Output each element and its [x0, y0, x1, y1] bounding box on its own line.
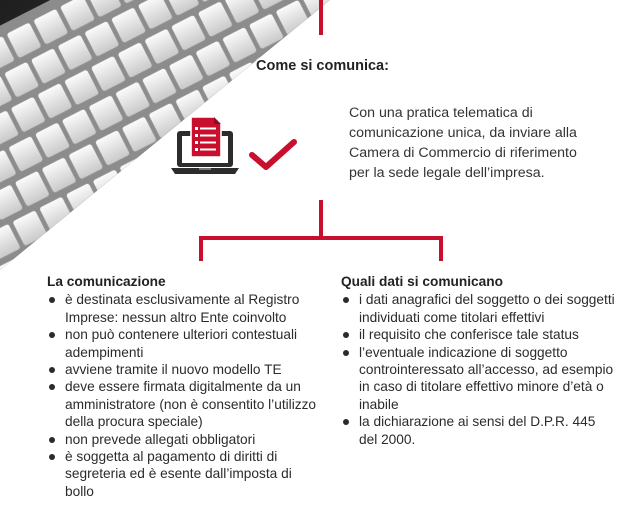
- list-item: [47, 326, 322, 361]
- list-item: [47, 378, 322, 430]
- checkmark-icon: [248, 137, 298, 173]
- right-branch-line: [439, 236, 443, 261]
- list-item-text: la dichiarazione ai sensi del D.P.R. 445 del 2000.: [359, 414, 596, 447]
- list-item-text: avviene tramite il nuovo modello TE: [65, 362, 282, 378]
- list-item: [341, 291, 616, 326]
- list-item-text: non può contenere ulteriori contestuali adempimenti: [65, 327, 298, 360]
- list-item-text: l’eventuale indicazione di soggetto controinteressato all’accesso, ad esempio in caso di titolare effettivo minore d’età o inabile: [359, 344, 614, 412]
- list-item: [341, 413, 616, 448]
- list-item-text: il requisito che conferisce tale status: [359, 327, 579, 343]
- laptop-document-icon: [170, 113, 240, 177]
- list-item: [47, 291, 322, 326]
- bullet-icon: [49, 297, 55, 303]
- list-item-text: i dati anagrafici del soggetto o dei soggetti individuati come titolari effettivi: [359, 292, 615, 325]
- bullet-icon: [49, 437, 55, 443]
- bullet-icon: [343, 419, 349, 425]
- center-connector-line: [319, 200, 323, 238]
- list-item: [47, 361, 322, 378]
- bullet-icon: [49, 332, 55, 338]
- keyboard-photo: [0, 0, 330, 270]
- list-item: [47, 448, 322, 500]
- bullet-icon: [49, 454, 55, 460]
- list-item: [47, 431, 322, 448]
- list-item-text: non prevede allegati obbligatori: [65, 431, 256, 447]
- left-column-title: La comunicazione: [47, 274, 166, 289]
- list-item-text: è soggetta al pagamento di diritti di segreteria ed è esente dall’imposta di bollo: [65, 449, 292, 499]
- bullet-icon: [49, 384, 55, 390]
- bullet-icon: [343, 332, 349, 338]
- bullet-icon: [49, 367, 55, 373]
- left-branch-line: [199, 236, 203, 261]
- list-item-text: deve essere firmata digitalmente da un amministratore (non è consentito l’utilizzo della procura speciale): [65, 379, 317, 430]
- left-column-list: [47, 291, 322, 500]
- list-item: [341, 344, 616, 414]
- bullet-icon: [343, 350, 349, 356]
- right-column-title: Quali dati si comunicano: [341, 274, 503, 289]
- top-connector-line: [319, 0, 323, 35]
- list-item-text: è destinata esclusivamente al Registro Imprese: nessun altro Ente coinvolto: [65, 292, 300, 325]
- bullet-icon: [343, 297, 349, 303]
- description-text: Con una pratica telematica di comunicazione unica, da inviare alla Camera di Commercio di riferimento per la sede legale dell’impresa.: [349, 105, 577, 181]
- right-column-list: [341, 291, 616, 448]
- section-heading: Come si comunica:: [256, 58, 389, 74]
- right-column: [341, 273, 616, 448]
- list-item: [341, 326, 616, 343]
- horizontal-connector-line: [199, 236, 443, 240]
- left-column: [47, 273, 322, 500]
